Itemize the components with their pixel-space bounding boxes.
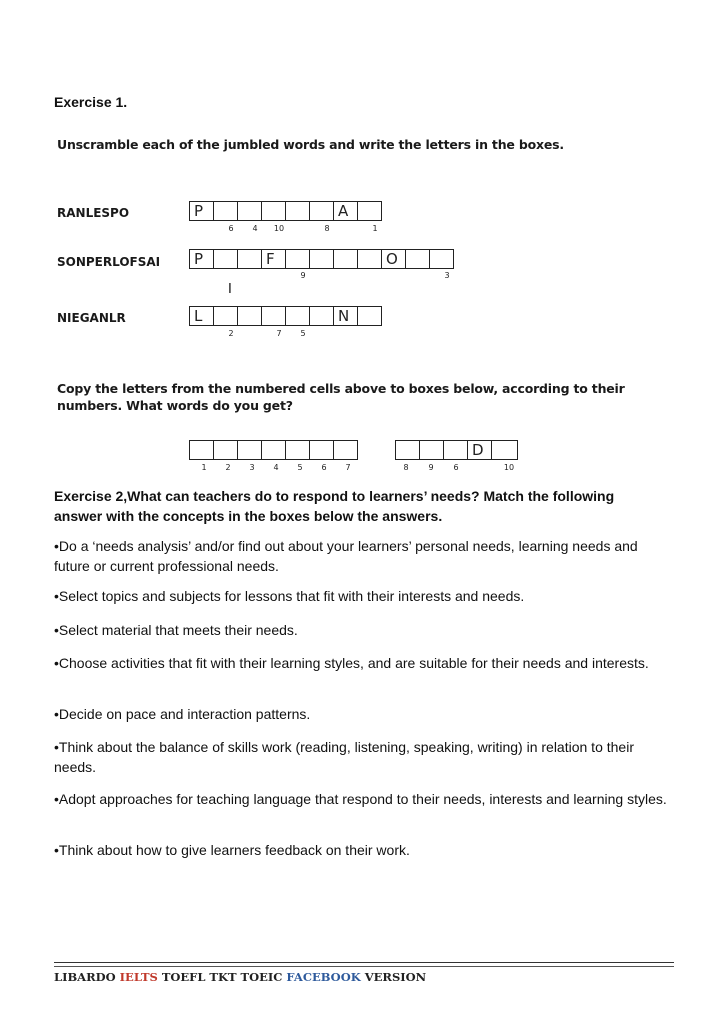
footer-text (54, 970, 426, 984)
word-1-cell[interactable]: P (189, 201, 214, 221)
word-1-grid (189, 201, 382, 221)
footer-name: LIBARDO (54, 970, 120, 984)
word-3-cell[interactable] (237, 306, 262, 326)
word-3-cell[interactable] (213, 306, 238, 326)
word-2-cell[interactable] (333, 249, 358, 269)
word-2-cell[interactable] (237, 249, 262, 269)
exercise1-instruction: Unscramble each of the jumbled words and write the letters in the boxes. (57, 137, 564, 152)
word-1-cell[interactable] (237, 201, 262, 221)
word-1-cell[interactable] (357, 201, 382, 221)
word-2-cell[interactable] (309, 249, 334, 269)
word-2-cell[interactable] (213, 249, 238, 269)
cell-number: 2 (228, 329, 234, 338)
answer-number: 10 (503, 463, 515, 472)
answer-number: 6 (321, 463, 327, 472)
bullet-item: •Select topics and subjects for lessons that fit with their interests and needs. (54, 588, 525, 604)
cell-number: 9 (300, 271, 306, 280)
word-3-cell[interactable] (309, 306, 334, 326)
cell-number: 5 (300, 329, 306, 338)
answer-cell[interactable] (443, 440, 468, 460)
bullet-item: •Think about the balance of skills work (reading, listening, speaking, writing) in relation to their needs. (54, 739, 634, 775)
bullet-item: •Choose activities that fit with their learning styles, and are suitable for their needs and interests. (54, 655, 649, 671)
word-1-cell[interactable] (285, 201, 310, 221)
answer-cell[interactable] (419, 440, 444, 460)
answer-cell[interactable] (237, 440, 262, 460)
footer-divider (54, 962, 674, 963)
word-2-cell[interactable] (429, 249, 454, 269)
answer-cell[interactable] (395, 440, 420, 460)
cell-number: 4 (252, 224, 258, 233)
answer-cell[interactable] (189, 440, 214, 460)
jumbled-word-3: NIEGANLR (57, 311, 126, 325)
answer-number: 5 (297, 463, 303, 472)
answer-number: 6 (453, 463, 459, 472)
answer-cell[interactable] (213, 440, 238, 460)
word-3-cell[interactable] (261, 306, 286, 326)
cell-number: 1 (372, 224, 378, 233)
answer-cell[interactable]: D (467, 440, 492, 460)
bullet-item: •Select material that meets their needs. (54, 622, 298, 638)
cell-number: 8 (324, 224, 330, 233)
answer-number: 3 (249, 463, 255, 472)
answer-cell-extra[interactable] (491, 440, 518, 460)
answer-cell[interactable] (261, 440, 286, 460)
bullet-item: •Think about how to give learners feedback on their work. (54, 842, 410, 858)
word-2-cell[interactable]: F (261, 249, 286, 269)
cell-number: 10 (273, 224, 285, 233)
cell-number: 3 (444, 271, 450, 280)
word-1-cell[interactable] (309, 201, 334, 221)
word-2-cell[interactable] (357, 249, 382, 269)
word-3-cell[interactable] (357, 306, 382, 326)
answer-grid-2 (395, 440, 518, 460)
jumbled-word-1: RANLESPO (57, 206, 130, 220)
cell-number: 7 (276, 329, 282, 338)
answer-cell[interactable] (309, 440, 334, 460)
footer-divider-thin (54, 966, 674, 967)
footer-version: VERSION (360, 970, 427, 984)
exercise2-heading-line1: Exercise 2,What can teachers do to respond to learners’ needs? Match the following (54, 488, 615, 504)
cell-number: 6 (228, 224, 234, 233)
copy-instruction-line2: numbers. What words do you get? (57, 398, 293, 413)
word-1-cell[interactable] (213, 201, 238, 221)
answer-number: 2 (225, 463, 231, 472)
answer-number: 8 (403, 463, 409, 472)
footer-ielts: IELTS (119, 970, 158, 984)
word-3-cell[interactable]: L (189, 306, 214, 326)
word-2-cell[interactable] (285, 249, 310, 269)
answer-number: 4 (273, 463, 279, 472)
jumbled-word-2: SONPERLOFSAI (57, 255, 161, 269)
answer-number: 1 (201, 463, 207, 472)
footer-facebook-link[interactable]: FACEBOOK (286, 970, 361, 984)
word-2-grid (189, 249, 454, 269)
exercise2-heading (54, 486, 674, 526)
word-2-cell[interactable]: O (381, 249, 406, 269)
word-2-cell[interactable] (405, 249, 430, 269)
bullet-item: •Adopt approaches for teaching language that respond to their needs, interests and learning styles. (54, 791, 667, 807)
bullet-item: •Decide on pace and interaction patterns. (54, 706, 311, 722)
word-3-cell[interactable] (285, 306, 310, 326)
word-2-cell[interactable]: P (189, 249, 214, 269)
answer-cell[interactable] (285, 440, 310, 460)
word-1-cell[interactable] (261, 201, 286, 221)
copy-instruction-line1: Copy the letters from the numbered cells above to boxes below, according to their (57, 381, 625, 396)
word-1-cell[interactable]: A (333, 201, 358, 221)
word-3-cell[interactable]: N (333, 306, 358, 326)
answer-number: 7 (345, 463, 351, 472)
answer-number: 9 (428, 463, 434, 472)
answer-cell[interactable] (333, 440, 358, 460)
bullet-item: •Do a ‘needs analysis’ and/or find out about your learners’ personal needs, learning needs and future or current professional needs. (54, 538, 638, 574)
footer-exams: TOEFL TKT TOEIC (157, 970, 287, 984)
exercise2-heading-line2: answer with the concepts in the boxes below the answers. (54, 508, 443, 524)
exercise1-title: Exercise 1. (54, 94, 128, 110)
handwritten-letter: I (228, 282, 232, 297)
word-3-grid (189, 306, 382, 326)
answer-grid-1 (189, 440, 358, 460)
